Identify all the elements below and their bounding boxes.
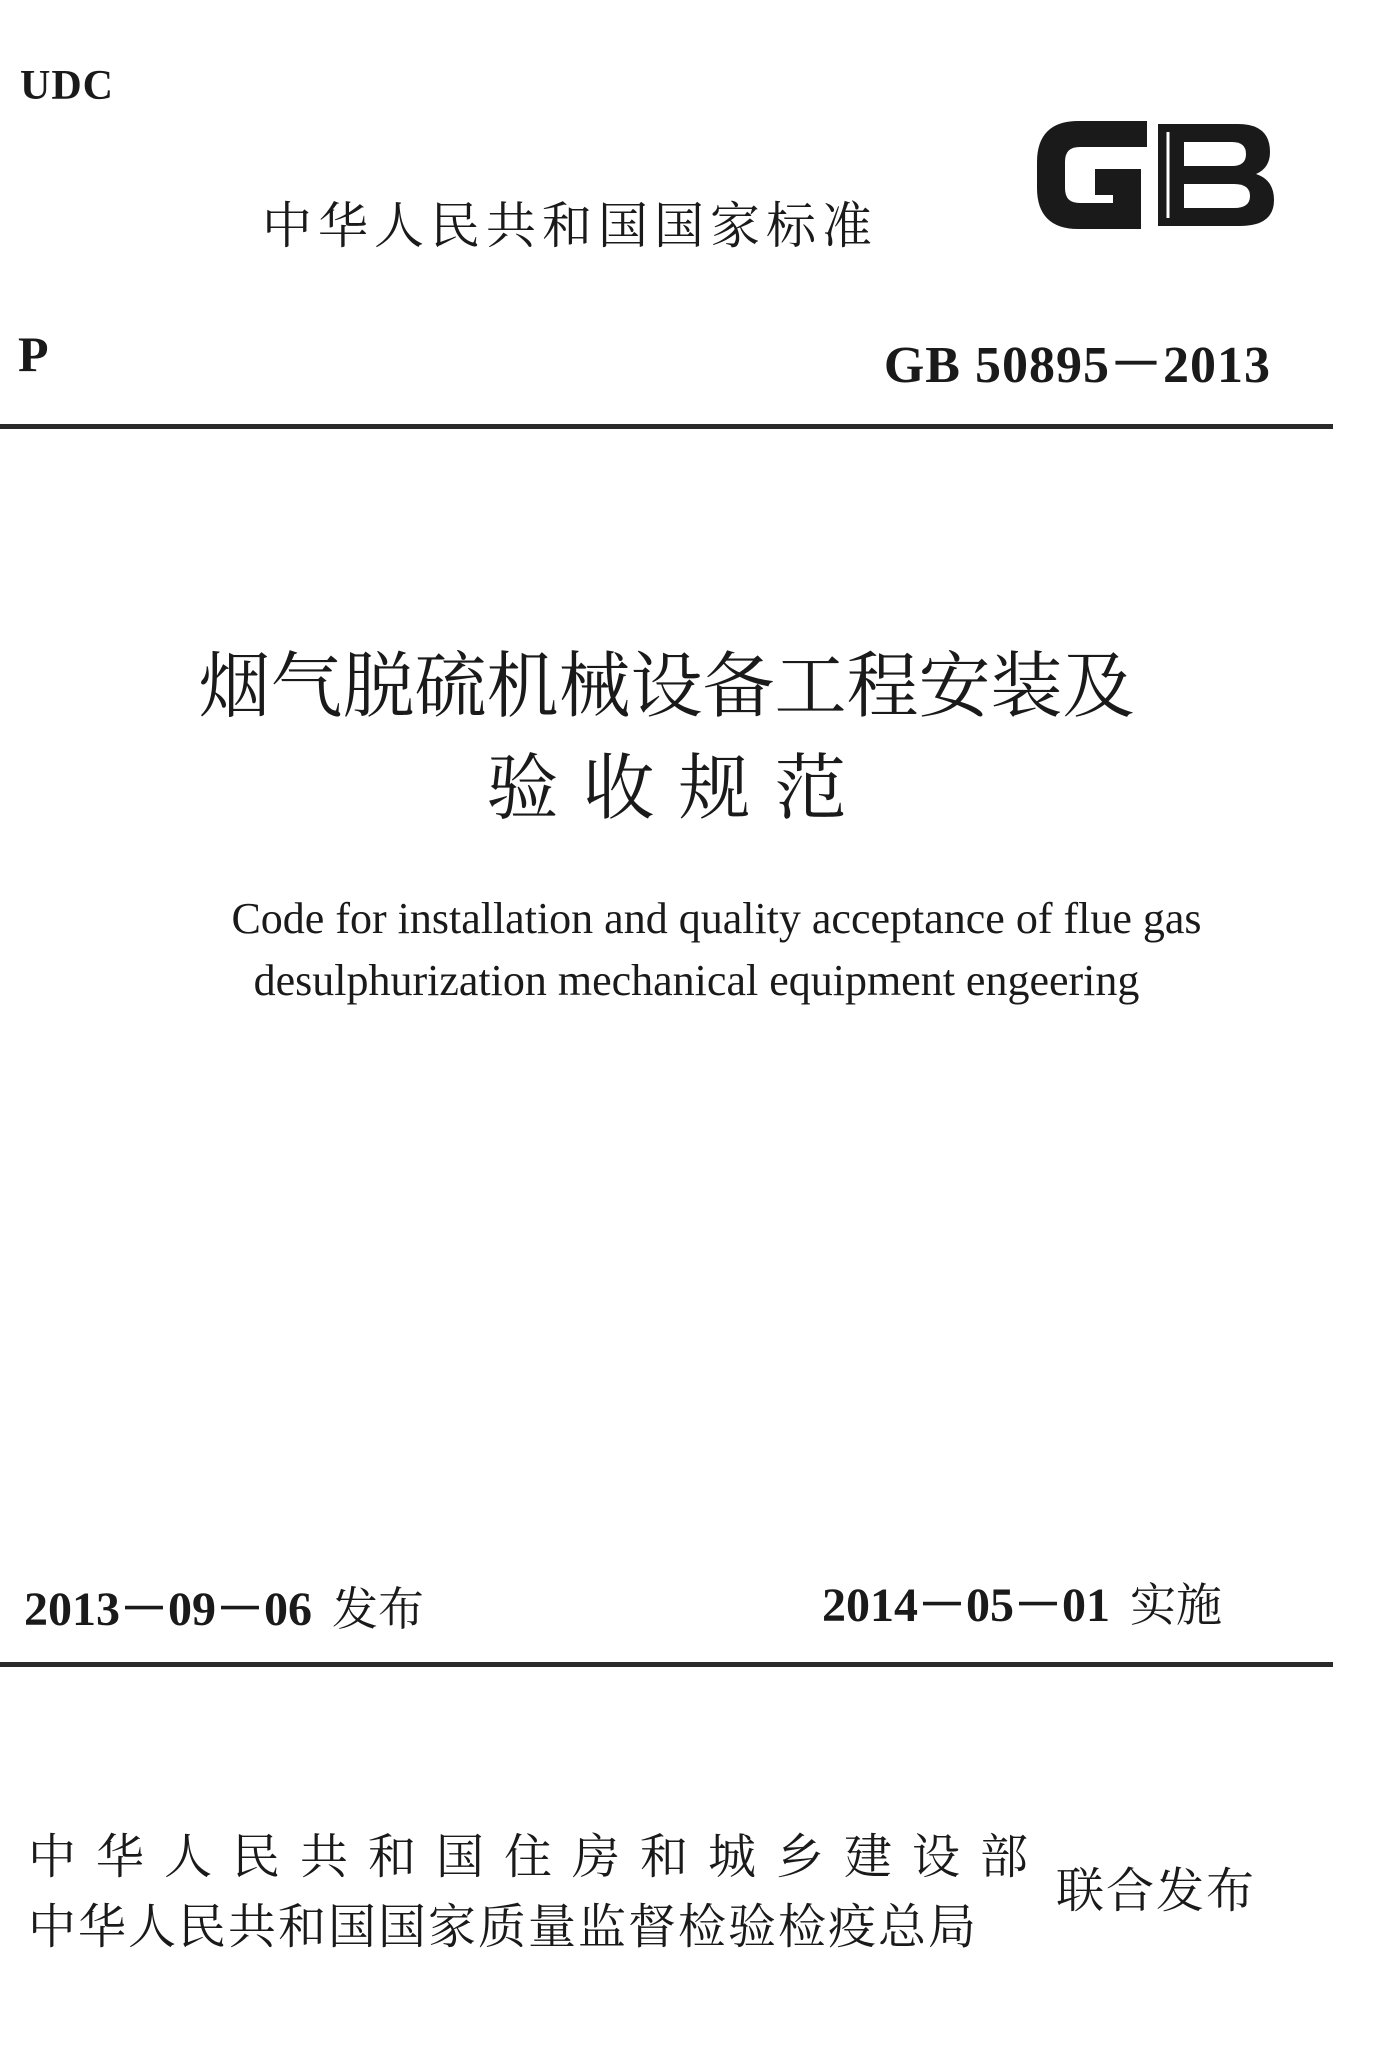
gb-logo — [1026, 95, 1281, 240]
udc-label: UDC — [20, 63, 114, 109]
publisher-line-2: 中华人民共和国国家质量监督检验检疫总局 — [28, 1899, 979, 1955]
effective-date: 2014－05－01 — [822, 1579, 1111, 1632]
title-chinese-line-2: 验收规范 — [486, 746, 871, 830]
category-code: P — [18, 326, 49, 382]
joint-publication-label: 联合发布 — [1056, 1863, 1257, 1919]
top-divider — [0, 424, 1333, 429]
title-english-line-2: desulphurization mechanical equipment engeering — [253, 956, 1140, 1005]
effective-label: 实施 — [1130, 1578, 1223, 1632]
issue-date-block — [24, 1570, 424, 1639]
gb-logo-g — [1040, 124, 1144, 226]
issue-label: 发布 — [332, 1582, 425, 1636]
issue-date: 2013－09－06 — [24, 1583, 313, 1636]
standard-type-heading: 中华人民共和国国家标准 — [262, 197, 878, 255]
publisher-line-1: 中华人民共和国住房和城乡建设部 — [28, 1829, 1049, 1885]
title-chinese-line-1: 烟气脱硫机械设备工程安装及 — [198, 644, 1135, 728]
gb-logo-text: GB — [1026, 95, 1051, 114]
gb-logo-b — [1158, 124, 1274, 226]
bottom-divider — [0, 1662, 1333, 1667]
standard-number: GB 50895－2013 — [883, 337, 1271, 394]
effective-date-block — [822, 1566, 1222, 1635]
title-english-line-1: Code for installation and quality acceptance of flue gas — [231, 894, 1202, 943]
